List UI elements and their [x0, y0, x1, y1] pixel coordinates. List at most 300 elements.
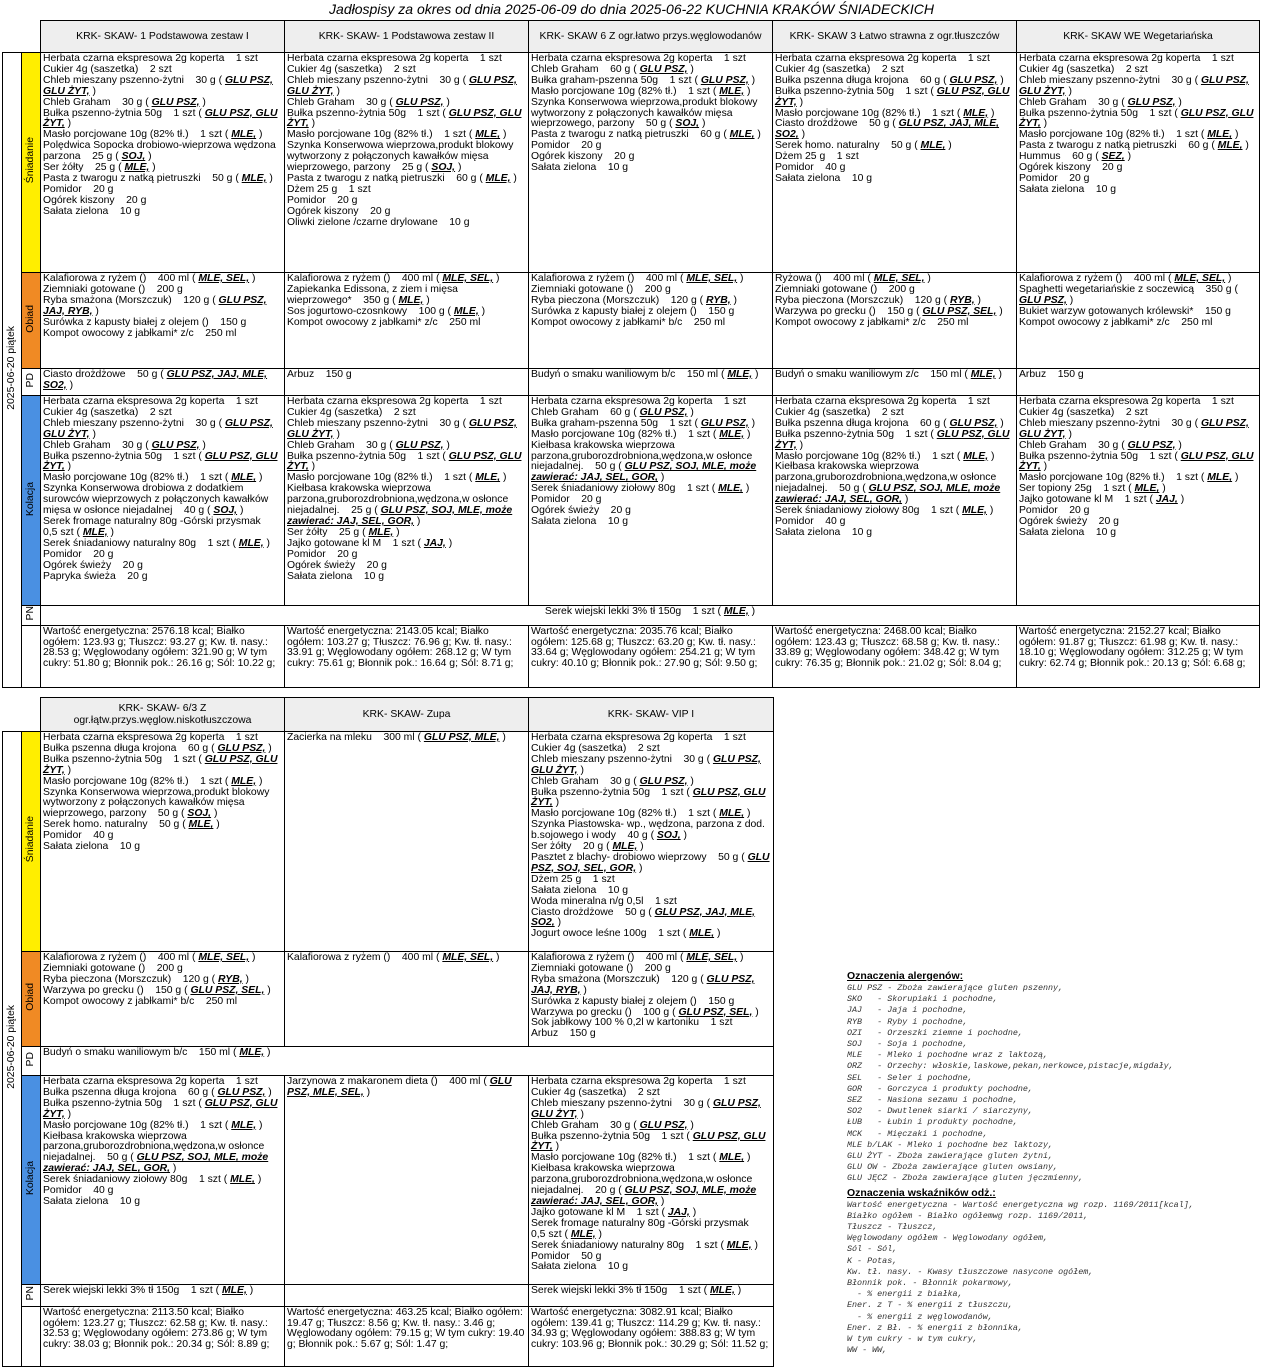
corner-cell — [3, 21, 41, 53]
menu-item: Chleb Graham 30 g ( GLU PSZ, ) — [1019, 439, 1182, 451]
menu-item: Zapiekanka Edissona, z ziem i mięsa wieprzowego* 350 g ( MLE, ) — [287, 283, 458, 306]
menu-cell — [41, 1285, 285, 1307]
legend-entry: OZI - Orzeszki ziemne i pochodne, — [847, 1027, 1023, 1038]
nutrition-cell: Wartość energetyczna: 2152.27 kcal; Białko ogółem: 91.87 g; Tłuszcz: 61.98 g; Kw. tł. nasy.: 18.10 g; Węglowodany ogółem: 312.25 g; W tym cukry: 62.74 g; Błonnik pok.: 20.13 g; Sól: 6.68 g; — [1017, 626, 1260, 688]
allergen-codes: MLE, — [475, 129, 501, 141]
legend-entry: JAJ - Jaja i pochodne, — [847, 1005, 968, 1016]
allergen-codes: JAJ, — [667, 1206, 690, 1218]
allergen-codes: SOJ, — [656, 830, 681, 842]
menu-cell — [1017, 396, 1260, 606]
menu-item: Pasta z twarogu z natką pietruszki 50 g ( MLE, ) — [43, 172, 273, 184]
menu-item: Pomidor 20 g — [1019, 172, 1090, 184]
allergen-codes: GLU PSZ, — [700, 74, 749, 86]
menu-item: Serek homo. naturalny 50 g ( MLE, ) — [775, 140, 952, 152]
menu-item: Jogurt owoce leśne 100g 1 szt ( MLE, ) — [531, 928, 721, 940]
legend-entry: K - Potas, — [847, 1255, 898, 1266]
menu-item: Chleb Graham 30 g ( GLU PSZ, ) — [287, 96, 450, 108]
menu-item: Serek wiejski lekki 3% tł 150g 1 szt ( MLE, ) — [544, 606, 756, 617]
allergen-codes: MLE, SEL, — [686, 273, 738, 284]
allergen-codes: GLU PSZ, SEL, — [922, 305, 997, 317]
menu-cell — [529, 396, 773, 606]
legend-entry: SEL - Seler i pochodne, — [847, 1072, 973, 1083]
menu-item: Pomidor 40 g — [775, 162, 846, 174]
menu-item: Pomidor 40 g — [775, 515, 846, 527]
legend-entry: WW - WW, — [847, 1345, 888, 1356]
menu-item: Jajko gotowane kl M 1 szt ( JAJ, ) — [531, 1206, 697, 1218]
menu-item: Kompot owocowy z jabłkami* b/c 250 ml — [43, 995, 238, 1007]
menu-item: Bułka pszenna długa krojona 60 g ( GLU PSZ, ) — [775, 74, 1004, 86]
menu-cell — [773, 53, 1017, 273]
allergen-codes: GLU PSZ, SOJ, MLE, może zawierać: JAJ, SEL, GOR, — [531, 461, 757, 484]
allergen-codes: MLE, — [719, 1152, 745, 1164]
diet-header: KRK- SKAW- Zupa — [285, 698, 529, 732]
menu-item: Sałata zielona 10 g — [531, 1261, 629, 1273]
allergen-codes: GLU PSZ, — [639, 63, 688, 75]
menu-item: Kalafiorowa z ryżem () 400 ml ( MLE, SEL, ) — [1019, 273, 1232, 284]
menu-item: Polędwica Sopocka drobiowo-wieprzowa wędzona parzona 25 g ( SOJ, ) — [43, 140, 276, 163]
allergen-codes: GLU PSZ, SOJ, MLE, może zawierać: JAJ, SEL, GOR, — [531, 1185, 757, 1207]
allergen-codes: GLU PSZ, — [639, 775, 688, 787]
menu-item: Papryka świeża 20 g — [43, 570, 148, 582]
nutrition-cell: Wartość energetyczna: 2576.18 kcal; Białko ogółem: 123.93 g; Tłuszcz: 93.27 g; Kw. tł. nasy.: 28.53 g; Węglowodany ogółem: 321.90 g; W tym cukry: 51.80 g; Błonnik pok.: 26.16 g; Sól: 10.22 g; — [41, 626, 285, 688]
menu-item: Sok jabłkowy 100 % 0,2l w kartoniku 1 szt — [531, 1017, 733, 1029]
legend-entry: GOR - Gorczyca i produkty pochodne, — [847, 1083, 1033, 1094]
legend-entry: SO2 - Dwutlenek siarki / siarczyny, — [847, 1106, 1033, 1117]
indicator-legend-list — [847, 1200, 1259, 1357]
menu-item: Dżem 25 g 1 szt — [287, 183, 371, 195]
menu-item: Bułka pszenna długa krojona 60 g ( GLU PSZ, ) — [775, 417, 1004, 429]
menu-item: Chleb mieszany pszenno-żytni 30 g ( GLU PSZ, GLU ŻYT, ) — [1019, 74, 1249, 97]
menu-item: Pomidor 20 g — [531, 494, 602, 506]
menu-item: Cukier 4g (saszetka) 2 szt — [1019, 63, 1148, 75]
menu-item: Sałata zielona 10 g — [531, 515, 629, 527]
menu-item: Kalafiorowa z ryżem () 400 ml ( MLE, SEL, ) — [43, 273, 256, 284]
menu-item: Ogórek kiszony 20 g — [531, 151, 635, 163]
menu-item: Cukier 4g (saszetka) 2 szt — [43, 63, 172, 75]
menu-cell — [285, 1076, 529, 1285]
menu-item: Kiełbasa krakowska wieprzowa parzona,gruborozdrobniona,wędzona,w osłonce niejadalnej. 20 g ( GLU PSZ, SOJ, MLE, może zawierać: JAJ, SEL, GOR, ) — [531, 1163, 757, 1207]
legend-entry: Białko ogółem - Białko ogółemwg rozp. 1169/2011, — [847, 1210, 1089, 1221]
legend-entry: SEZ - Nasiona sezamu i pochodne, — [847, 1095, 1018, 1106]
page-title: Jadłospisy za okres od dnia 2025-06-09 do dnia 2025-06-22 KUCHNIA KRAKÓW ŚNIADECKICH — [329, 1, 934, 17]
menu-item: Arbuz 150 g — [287, 369, 352, 380]
legend — [847, 968, 1259, 1357]
menu-item: Kiełbasa krakowska wieprzowa parzona,gruborozdrobniona,wędzona,w osłonce niejadalnej. 50 g ( GLU PSZ, SOJ, MLE, może zawierać: JAJ, SEL, GOR, ) — [531, 439, 757, 484]
menu-item: Masło porcjowane 10g (82% tł.) 1 szt ( MLE, ) — [43, 472, 263, 484]
nutrition-row — [3, 626, 1260, 688]
meal-label-breakfast: Śniadanie — [22, 732, 41, 952]
menu-item: Sałata zielona 10 g — [775, 172, 873, 184]
allergen-codes: GLU PSZ, — [639, 406, 688, 418]
menu-item: Chleb Graham 60 g ( GLU PSZ, ) — [531, 63, 694, 75]
allergen-codes: GLU PSZ, GLU ŻYT, — [43, 74, 273, 97]
menu-item: Cukier 4g (saszetka) 2 szt — [775, 63, 904, 75]
menu-cell — [41, 396, 285, 606]
menu-item: Kompot owocowy z jabłkami* z/c 250 ml — [287, 316, 481, 328]
diet-header: KRK- SKAW 3 Łatwo strawna z ogr.tłuszczów — [773, 21, 1017, 53]
menu-item: Ziemniaki gotowane () 200 g — [43, 962, 183, 974]
allergen-codes: RYB, — [949, 294, 975, 306]
allergen-legend-title: Oznaczenia alergenów: — [847, 970, 964, 982]
allergen-codes: MLE, — [570, 1228, 596, 1240]
menu-item: Masło porcjowane 10g (82% tł.) 1 szt ( MLE, ) — [287, 129, 507, 141]
menu-item: Sałata zielona 10 g — [1019, 183, 1117, 195]
menu-item: Bułka pszenno-żytnia 50g 1 szt ( GLU PSZ, GLU ŻYT, ) — [1019, 450, 1254, 473]
menu-item: Pomidor 20 g — [1019, 505, 1090, 517]
menu-item: Cukier 4g (saszetka) 2 szt — [531, 742, 660, 754]
allergen-codes: MLE, — [82, 526, 108, 538]
menu-item: Serek wiejski lekki 3% tł 150g 1 szt ( MLE, ) — [43, 1285, 254, 1296]
menu-item: Herbata czarna ekspresowa 2g koperta 1 szt — [775, 396, 990, 407]
nutrition-cell: Wartość energetyczna: 2143.05 kcal; Białko ogółem: 103.27 g; Tłuszcz: 76.96 g; Kw. tł. nasy.: 33.91 g; Węglowodany ogółem: 268.12 g; W tym cukry: 75.61 g; Błonnik pok.: 16.64 g; Sól: 8.71 g; — [285, 626, 529, 688]
allergen-codes: GLU PSZ, GLU ŻYT, — [775, 85, 1010, 108]
menu-cell — [529, 53, 773, 273]
menu-item: Bułka pszenno-żytnia 50g 1 szt ( GLU PSZ, GLU ŻYT, ) — [43, 753, 278, 776]
legend-entry: RYB - Ryby i pochodne, — [847, 1016, 968, 1027]
allergen-codes: GLU PSZ, JAJ, MLE, SO2, — [775, 118, 1000, 141]
menu-item: Pomidor 20 g — [287, 194, 358, 206]
menu-item: Chleb mieszany pszenno-żytni 30 g ( GLU PSZ, GLU ŻYT, ) — [531, 1097, 761, 1120]
menu-item: Kiełbasa krakowska wieprzowa parzona,gruborozdrobniona,wędzona,w osłonce niejadalnej. 50 g ( GLU PSZ, SOJ, MLE, może zawierać: JAJ, SEL, GOR, ) — [775, 461, 1001, 506]
legend-entry: MLE - Mleko i pochodne wraz z laktozą, — [847, 1050, 1049, 1061]
supper-row — [3, 396, 1260, 606]
allergen-codes: GLU PSZ, GLU ŻYT, — [43, 753, 278, 776]
allergen-codes: MLE, SEL, — [1174, 273, 1226, 284]
menu-item: Sałata zielona 10 g — [531, 884, 629, 896]
menu-item: Serek wiejski lekki 3% tł 150g 1 szt ( MLE, ) — [531, 1285, 742, 1296]
allergen-codes: GLU PSZ, SEL, — [190, 984, 265, 996]
menu-item: Sałata zielona 10 g — [287, 570, 385, 582]
allergen-codes: GLU PSZ, GLU ŻYT, — [1019, 417, 1249, 440]
menu-item: Jarzynowa z makaronem dieta () 400 ml ( GLU PSZ, MLE, SEL, ) — [287, 1076, 512, 1098]
menu-item: Chleb mieszany pszenno-żytni 30 g ( GLU PSZ, GLU ŻYT, ) — [1019, 417, 1249, 440]
allergen-codes: MLE, — [920, 140, 946, 152]
indicator-legend-title: Oznaczenia wskaźników odż.: — [847, 1186, 996, 1199]
allergen-codes: MLE, — [727, 369, 753, 380]
allergen-codes: MLE, — [962, 505, 987, 517]
menu-item: Bułka pszenno-żytnia 50g 1 szt ( GLU PSZ, GLU ŻYT, ) — [43, 107, 278, 130]
menu-item: Kalafiorowa z ryżem () 400 ml ( MLE, SEL, ) — [531, 273, 744, 284]
menu-item: Masło porcjowane 10g (82% tł.) 1 szt ( MLE, ) — [43, 129, 263, 141]
menu-item: Ziemniaki gotowane () 200 g — [775, 283, 915, 295]
nutrition-cell: Wartość energetyczna: 2113.50 kcal; Białko ogółem: 123.27 g; Tłuszcz: 62.58 g; Kw. tł. nasy.: 32.53 g; Węglowodany ogółem: 273.86 g; W tym cukry: 38.03 g; Błonnik pok.: 20.34 g; Sól: 8.89 g; — [41, 1307, 285, 1367]
menu-cell — [1017, 53, 1260, 273]
menu-item: Chleb Graham 30 g ( GLU PSZ, ) — [43, 96, 206, 108]
allergen-codes: MLE, — [689, 928, 715, 940]
legend-entry: GLU OW - Zboża zawierające gluten owsiany, — [847, 1162, 1059, 1173]
menu-item: Chleb mieszany pszenno-żytni 30 g ( GLU PSZ, GLU ŻYT, ) — [43, 417, 273, 440]
menu-cell — [41, 952, 285, 1047]
menu-item: Cukier 4g (saszetka) 2 szt — [287, 63, 416, 75]
menu-item: Pomidor 20 g — [287, 548, 358, 560]
allergen-codes: GLU PSZ, SOJ, MLE, może zawierać: JAJ, SEL, GOR, — [287, 505, 513, 527]
diet-header: KRK- SKAW- 6/3 Z ogr.łątw.przys.węglow.niskotłuszczowa — [41, 698, 285, 732]
menu-item: Herbata czarna ekspresowa 2g koperta 1 szt — [287, 53, 502, 64]
meal-label-breakfast: Śniadanie — [22, 53, 41, 273]
menu-item: Warzywa po grecku () 150 g ( GLU PSZ, SEL, ) — [43, 984, 271, 996]
legend-entry: GLU PSZ - Zboża zawierające gluten pszenny, — [847, 983, 1064, 993]
header-row — [3, 21, 1260, 53]
menu-item: Herbata czarna ekspresowa 2g koperta 1 szt — [1019, 53, 1234, 64]
menu-item: Ciasto drożdżowe 50 g ( GLU PSZ, JAJ, MLE, SO2, ) — [531, 906, 756, 929]
menu-cell — [41, 606, 1260, 626]
allergen-codes: GLU PSZ, SOJ, SEL, GOR, — [531, 851, 770, 874]
legend-entry: Kw. tł. nasy. - Kwasy tłuszczowe nasycone ogółem, — [847, 1266, 1094, 1277]
allergen-codes: SOJ, — [187, 808, 212, 820]
allergen-codes: GLU PSZ, — [1019, 294, 1067, 306]
allergen-codes: GLU PSZ, — [217, 1086, 266, 1098]
menu-cell — [285, 273, 529, 369]
menu-item: Kompot owocowy z jabłkami* z/c 250 ml — [775, 316, 969, 328]
menu-cell — [529, 369, 773, 396]
menu-item: Ziemniaki gotowane () 200 g — [531, 283, 671, 295]
menu-item: Masło porcjowane 10g (82% tł.) 1 szt ( MLE, ) — [531, 428, 751, 440]
allergen-codes: GLU PSZ, — [151, 439, 200, 451]
menu-item: Pomidor 40 g — [43, 830, 114, 842]
menu-item: Pomidor 40 g — [43, 1185, 114, 1197]
nutrition-cell: Wartość energetyczna: 3082.91 kcal; Białko ogółem: 139.41 g; Tłuszcz: 114.29 g; Kw. tł. nasy.: 34.93 g; Węglowodany ogółem: 388.83 g; W tym cukry: 103.96 g; Błonnik pok.: 30.29 g; Sól: 11.52 g; — [529, 1307, 774, 1367]
menu-item: Serek śniadaniowy ziołowy 80g 1 szt ( MLE, ) — [43, 1174, 262, 1186]
nutrition-cell: Wartość energetyczna: 2035.76 kcal; Białko ogółem: 125.68 g; Tłuszcz: 63.20 g; Kw. tł. nasy.: 33.64 g; Węglowodany ogółem: 254.21 g; W tym cukry: 40.10 g; Błonnik pok.: 27.90 g; Sól: 9.50 g; — [529, 626, 773, 688]
menu-item: Masło porcjowane 10g (82% tł.) 1 szt ( MLE, ) — [775, 107, 995, 119]
allergen-codes: GLU PSZ, GLU ŻYT, — [531, 753, 761, 776]
menu-cell — [285, 53, 529, 273]
allergen-codes: GLU PSZ, SOJ, MLE, może zawierać: JAJ, SEL, GOR, — [43, 1152, 269, 1175]
menu-item: Masło porcjowane 10g (82% tł.) 1 szt ( MLE, ) — [1019, 472, 1239, 484]
legend-entry: SKO - Skorupiaki i pochodne, — [847, 994, 998, 1005]
allergen-codes: MLE, — [1207, 472, 1233, 484]
legend-entry: GLU JĘCZ - Zboża zawierające gluten jęczmienny, — [847, 1173, 1084, 1184]
menu-cell — [529, 273, 773, 369]
allergen-codes: MLE, — [238, 537, 264, 549]
date-label: 2025-06-20 piątek — [5, 1005, 17, 1089]
allergen-codes: GLU PSZ, GLU ŻYT, — [43, 107, 278, 130]
allergen-codes: MLE, — [188, 819, 214, 831]
menu-item: Ogórek kiszony 20 g — [1019, 162, 1123, 174]
menu-item: Cukier 4g (saszetka) 2 szt — [775, 406, 904, 418]
legend-entry: SOJ - Soja i pochodne, — [847, 1039, 968, 1050]
menu-item: Kompot owocowy z jabłkami* z/c 250 ml — [1019, 316, 1213, 328]
legend-entry: ŁUB - Łubin i produkty pochodne, — [847, 1117, 1018, 1128]
allergen-codes: GLU PSZ, — [151, 96, 200, 108]
menu-item: Cukier 4g (saszetka) 2 szt — [531, 1086, 660, 1098]
menu-item: Bułka pszenno-żytnia 50g 1 szt ( GLU PSZ, GLU ŻYT, ) — [1019, 107, 1254, 130]
menu-item: Bułka pszenno-żytnia 50g 1 szt ( GLU PSZ, GLU ŻYT, ) — [43, 450, 278, 473]
legend-entry: MLE b/LAK - Mleko i pochodne bez laktozy, — [847, 1139, 1054, 1150]
menu-item: Kiełbasa krakowska wieprzowa parzona,gruborozdrobniona,wędzona,w osłonce niejadalnej. 50 g ( GLU PSZ, SOJ, MLE, może zawierać: JAJ, SEL, GOR, ) — [43, 1130, 269, 1175]
menu-item: Herbata czarna ekspresowa 2g koperta 1 szt — [531, 732, 746, 743]
snack-row — [3, 1047, 774, 1076]
allergen-codes: GLU PSZ, GLU ŻYT, — [287, 107, 522, 130]
allergen-codes: MLE, — [729, 129, 755, 141]
menu-item: Bułka graham-pszenna 50g 1 szt ( GLU PSZ, ) — [531, 74, 756, 86]
allergen-codes: RYB, — [705, 294, 731, 306]
menu-item: Bułka pszenno-żytnia 50g 1 szt ( GLU PSZ, GLU ŻYT, ) — [531, 1130, 766, 1153]
menu-item: Szynka Konserwowa wieprzowa,produkt blokowy wytworzony z połączonych kawałków mięsa wieprzowego, parzony 25 g ( SOJ, ) — [287, 140, 514, 174]
menu-item: Herbata czarna ekspresowa 2g koperta 1 szt — [1019, 396, 1234, 407]
menu-item: Sos jogurtowo-czosnkowy 100 g ( MLE, ) — [287, 305, 486, 317]
menu-cell — [41, 1076, 285, 1285]
menu-item: Budyń o smaku waniliowym b/c 150 ml ( MLE, ) — [531, 369, 759, 380]
menu-item: Hummus 60 g ( SEZ, ) — [1019, 151, 1132, 163]
menu-item: Bułka pszenno-żytnia 50g 1 szt ( GLU PSZ, GLU ŻYT, ) — [43, 1097, 278, 1120]
allergen-codes: MLE, — [612, 841, 638, 853]
menu-item: Surówka z kapusty białej z olejem () 150 g — [531, 995, 735, 1007]
menu-item: Budyń o smaku waniliowym z/c 150 ml ( MLE, ) — [775, 369, 1002, 380]
menu-item: Sałata zielona 10 g — [43, 1195, 141, 1207]
allergen-codes: GLU PSZ, JAJ, MLE, SO2, — [531, 906, 756, 929]
menu-item: Masło porcjowane 10g (82% tł.) 1 szt ( MLE, ) — [775, 450, 995, 462]
legend-entry: - % energii z białka, — [847, 1289, 963, 1300]
menu-item: Pomidor 50 g — [531, 1250, 602, 1262]
menu-item: Bułka pszenno-żytnia 50g 1 szt ( GLU PSZ, GLU ŻYT, ) — [287, 450, 522, 473]
allergen-codes: GLU PSZ, — [700, 417, 749, 429]
menu-item: Herbata czarna ekspresowa 2g koperta 1 szt — [43, 732, 258, 743]
legend-entry: W tym cukry - w tym cukry, — [847, 1334, 978, 1345]
menu-item: Pomidor 20 g — [531, 140, 602, 152]
menu-item: Ryżowa () 400 ml ( MLE, SEL, ) — [775, 273, 931, 284]
menu-item: Herbata czarna ekspresowa 2g koperta 1 szt — [43, 1076, 258, 1087]
menu-cell — [1017, 369, 1260, 396]
allergen-codes: GLU PSZ, MLE, — [423, 732, 500, 743]
menu-item: Dżem 25 g 1 szt — [775, 151, 859, 163]
menu-item: Ryba smażona (Morszczuk) 120 g ( GLU PSZ, JAJ, RYB, ) — [531, 973, 755, 996]
menu-cell — [529, 1076, 774, 1285]
menu-table-1 — [2, 20, 1260, 688]
menu-item: Sałata zielona 10 g — [775, 526, 873, 538]
menu-item: Pasta z twarogu z natką pietruszki 60 g ( MLE, ) — [287, 172, 517, 184]
allergen-codes: GLU PSZ, GLU ŻYT, — [287, 450, 522, 473]
allergen-codes: GLU PSZ, GLU ŻYT, — [531, 1130, 766, 1153]
menu-cell — [773, 273, 1017, 369]
menu-item: Pasta z twarogu z natką pietruszki 60 g ( MLE, ) — [531, 129, 761, 141]
diet-header: KRK- SKAW- 1 Podstawowa zestaw II — [285, 21, 529, 53]
nutrition-cell: Wartość energetyczna: 463.25 kcal; Białko ogółem: 19.47 g; Tłuszcz: 8.56 g; Kw. tł. nasy.: 3.46 g; Węglowodany ogółem: 79.15 g; W tym cukry: 19.40 g; Błonnik pok.: 5.67 g; Sól: 1.47 g; — [285, 1307, 529, 1367]
allergen-codes: JAJ, — [1155, 494, 1178, 506]
menu-item: Bułka graham-pszenna 50g 1 szt ( GLU PSZ, ) — [531, 417, 756, 429]
late-snack-row — [3, 1285, 774, 1307]
menu-item: Ziemniaki gotowane () 200 g — [531, 962, 671, 974]
menu-item: Chleb Graham 30 g ( GLU PSZ, ) — [43, 439, 206, 451]
menu-item: Surówka z kapusty białej z olejem () 150 g — [531, 305, 735, 317]
menu-item: Woda mineralna n/g 0,5l 1 szt — [531, 895, 677, 907]
menu-item: Pomidor 20 g — [43, 548, 114, 560]
allergen-codes: MLE, — [723, 606, 749, 617]
allergen-codes: MLE, — [1207, 129, 1233, 141]
menu-item: Serek śniadaniowy naturalny 80g 1 szt ( MLE, ) — [531, 1239, 758, 1251]
allergen-codes: MLE, SEL, — [198, 952, 250, 963]
allergen-codes: MLE, — [222, 1285, 247, 1296]
allergen-codes: MLE, — [231, 1119, 257, 1131]
allergen-codes: MLE, — [1217, 140, 1243, 152]
legend-entry: Sól - Sól, — [847, 1244, 898, 1255]
allergen-codes: GLU PSZ, GLU ŻYT, — [1019, 450, 1254, 473]
menu-item: Chleb Graham 30 g ( GLU PSZ, ) — [287, 439, 450, 451]
menu-cell — [285, 1285, 529, 1307]
allergen-codes: MLE, — [239, 1047, 265, 1058]
menu-item: Masło porcjowane 10g (82% tł.) 1 szt ( MLE, ) — [287, 472, 507, 484]
menu-item: Masło porcjowane 10g (82% tł.) 1 szt ( MLE, ) — [43, 775, 263, 787]
legend-entry: Tłuszcz - Tłuszcz, — [847, 1222, 938, 1233]
menu-item: Ogórek kiszony 20 g — [287, 205, 391, 217]
allergen-codes: GLU PSZ, — [1127, 96, 1176, 108]
allergen-codes: MLE, — [726, 1239, 752, 1251]
menu-item: Masło porcjowane 10g (82% tł.) 1 szt ( MLE, ) — [531, 1152, 751, 1164]
meal-label-late-snack: PN — [22, 606, 41, 626]
menu-item: Bukiet warzyw gotowanych królewski* 150 g — [1019, 305, 1231, 317]
meal-label-lunch: Obiad — [22, 273, 41, 369]
menu-item: Bułka pszenno-żytnia 50g 1 szt ( GLU PSZ, GLU ŻYT, ) — [287, 107, 522, 130]
legend-entry: Ener. z Bł. - % energii z błonnika, — [847, 1322, 1023, 1333]
allergen-codes: GLU PSZ, MLE, SEL, — [287, 1076, 512, 1098]
snack-row — [3, 369, 1260, 396]
allergen-codes: SOJ, — [121, 151, 146, 163]
allergen-codes: GLU PSZ, — [217, 742, 266, 754]
allergen-codes: MLE, — [475, 472, 501, 484]
allergen-codes: MLE, — [963, 107, 989, 119]
menu-item: Chleb mieszany pszenno-żytni 30 g ( GLU PSZ, GLU ŻYT, ) — [43, 74, 273, 97]
menu-item: Chleb Graham 30 g ( GLU PSZ, ) — [1019, 96, 1182, 108]
menu-item: Sałata zielona 10 g — [531, 162, 629, 174]
menu-item: Jajko gotowane kl M 1 szt ( JAJ, ) — [1019, 494, 1185, 506]
menu-cell — [285, 369, 529, 396]
allergen-codes: GLU PSZ, JAJ, MLE, SO2, — [43, 369, 268, 391]
menu-item: Ser topiony 25g 1 szt ( MLE, ) — [1019, 483, 1166, 495]
diet-header: KRK- SKAW- VIP I — [529, 698, 774, 732]
allergen-codes: GLU PSZ, — [1127, 439, 1176, 451]
allergen-codes: GLU PSZ, JAJ, RYB, — [43, 294, 267, 317]
allergen-codes: MLE, SEL, — [442, 273, 494, 284]
menu-item: Chleb Graham 60 g ( GLU PSZ, ) — [531, 406, 694, 418]
menu-item: Ogórek świeży 20 g — [43, 559, 143, 571]
menu-item: Jajko gotowane kl M 1 szt ( JAJ, ) — [287, 537, 453, 549]
allergen-codes: MLE, — [718, 483, 743, 495]
legend-entry: ORZ - Orzechy: włoskie,laskowe,pekan,nerkowce,pistacje,migdały, — [847, 1061, 1174, 1072]
allergen-codes: GLU PSZ, GLU ŻYT, — [43, 450, 278, 473]
menu-cell — [773, 369, 1017, 396]
menu-cell — [41, 369, 285, 396]
nutrition-label-cell — [22, 626, 41, 688]
menu-item: Ogórek świeży 20 g — [287, 559, 387, 571]
menu-item: Masło porcjowane 10g (82% tł.) 1 szt ( MLE, ) — [531, 85, 751, 97]
menu-item: Herbata czarna ekspresowa 2g koperta 1 szt — [531, 396, 746, 407]
menu-item: Kalafiorowa z ryżem () 400 ml ( MLE, SEL, ) — [287, 273, 500, 284]
menu-item: Ogórek świeży 20 g — [1019, 515, 1119, 527]
menu-item: Budyń o smaku waniliowym b/c 150 ml ( MLE, ) — [43, 1047, 271, 1058]
meal-label-snack: PD — [22, 369, 41, 396]
menu-item: Ogórek świeży 20 g — [531, 505, 631, 517]
allergen-codes: GLU PSZ, — [395, 96, 444, 108]
allergen-codes: MLE, — [719, 808, 745, 820]
menu-item: Ogórek kiszony 20 g — [43, 194, 147, 206]
menu-item: Ryba smażona (Morszczuk) 120 g ( GLU PSZ, JAJ, RYB, ) — [43, 294, 267, 317]
menu-cell — [1017, 273, 1260, 369]
allergen-legend-list — [847, 983, 1259, 1185]
menu-item: Bułka pszenno-żytnia 50g 1 szt ( GLU PSZ, GLU ŻYT, ) — [775, 85, 1010, 108]
allergen-codes: MLE, — [398, 294, 424, 306]
menu-item: Kalafiorowa z ryżem () 400 ml ( MLE, SEL, ) — [531, 952, 744, 963]
supper-row — [3, 1076, 774, 1285]
allergen-codes: GLU PSZ, GLU ŻYT, — [43, 1097, 278, 1120]
menu-item: Szynka Konserwowa drobiowa z dodatkiem surowców wieprzowych z połączonych kawałków mięsa w osłonce niejadalnej 40 g ( SOJ, ) — [43, 483, 269, 517]
allergen-codes: GLU PSZ, — [395, 439, 444, 451]
late-snack-row — [3, 606, 1260, 626]
meal-label-late-snack: PN — [22, 1285, 41, 1307]
menu-item: Pomidor 20 g — [43, 183, 114, 195]
menu-cell — [773, 396, 1017, 606]
menu-item: Surówka z kapusty białej z olejem () 150 g — [43, 316, 247, 328]
menu-item: Dżem 25 g 1 szt — [531, 873, 615, 885]
